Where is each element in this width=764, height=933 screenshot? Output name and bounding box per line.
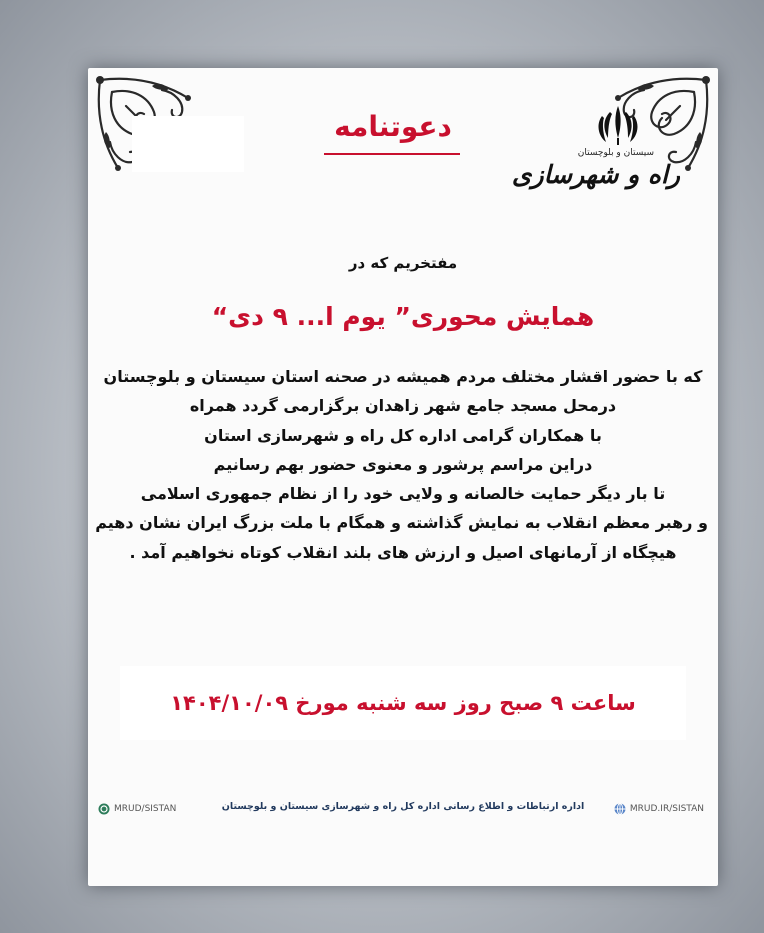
blank-stamp-area: [132, 116, 244, 172]
intro-text: مفتخریم که در: [348, 254, 458, 272]
event-datetime-box: [120, 666, 686, 740]
globe-icon: [614, 803, 626, 815]
footer-office: اداره ارتباطات و اطلاع رسانی اداره کل راه و شهرسازی سیستان و بلوچستان: [221, 801, 585, 812]
body-line: که با حضور اقشار مختلف مردم همیشه در صحنه استان سیستان و بلوچستان: [103, 367, 703, 386]
logo-text: راه و شهرسازی: [511, 160, 680, 189]
body-line: با همکاران گرامی اداره کل راه و شهرسازی استان: [204, 425, 602, 445]
footer-social-right: [614, 803, 704, 815]
logo-subtext: سیستان و بلوچستان: [577, 148, 654, 158]
title-underline: [324, 153, 460, 155]
event-datetime: ساعت ۹ صبح روز سه شنبه مورخ ۱۴۰۴/۱۰/۰۹: [170, 691, 636, 715]
body-line: دراین مراسم پرشور و معنوی حضور بهم رسانیم: [213, 454, 593, 474]
iran-emblem-icon: [596, 104, 640, 146]
body-line: تا بار دیگر حمایت خالصانه و ولایی خود را از نظام جمهوری اسلامی: [140, 484, 666, 504]
footer-left-handle: MRUD/SISTAN: [114, 804, 177, 814]
body-line: و رهبر معظم انقلاب به نمایش گذاشته و همگام با ملت بزرگ ایران نشان دهیم: [95, 513, 708, 533]
page-title: دعوتنامه: [334, 110, 452, 143]
footer-right-handle: MRUD.IR/SISTAN: [629, 804, 704, 814]
invitation-sheet: [88, 68, 718, 886]
invitation-body: [95, 362, 708, 567]
event-title: همایش محوری” یوم ا... ۹ دی“: [211, 302, 595, 331]
ministry-logo: [511, 104, 688, 214]
body-line: درمحل مسجد جامع شهر زاهدان برگزارمی گردد همراه: [189, 396, 617, 416]
body-line: هیچگاه از آرمانهای اصیل و ارزش های بلند انقلاب کوتاه نخواهیم آمد .: [129, 542, 677, 562]
